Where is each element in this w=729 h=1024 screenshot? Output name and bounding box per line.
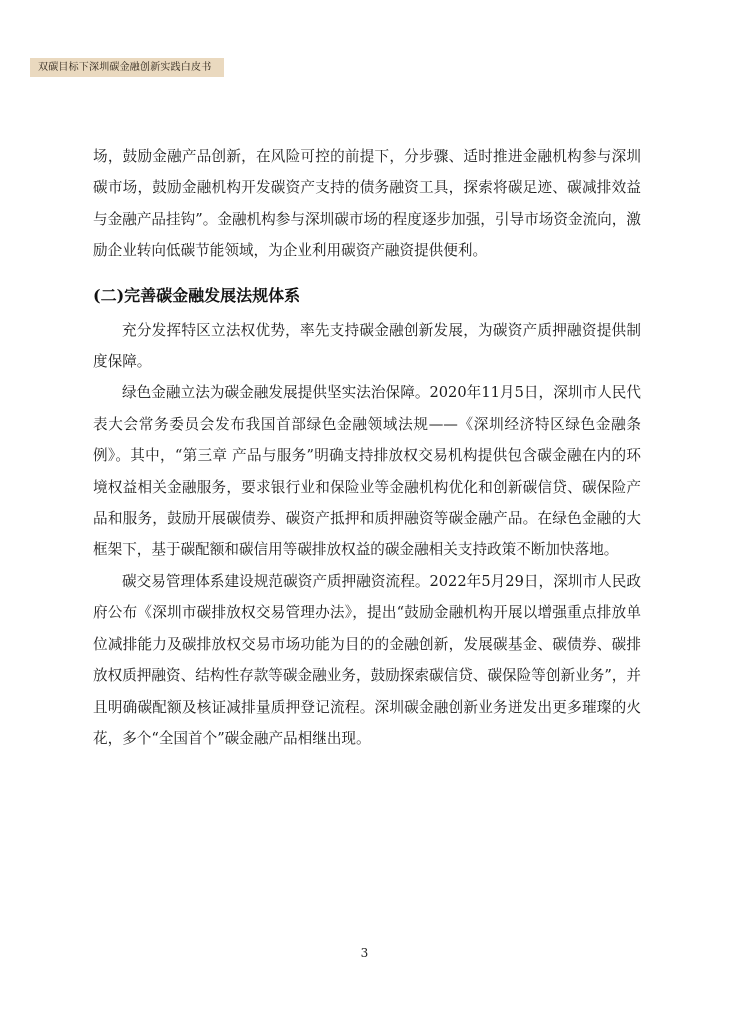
page-number: 3 xyxy=(360,946,369,960)
paragraph-carbon-trading-management: 碳交易管理体系建设规范碳资产质押融资流程。2022年5月29日，深圳市人民政府公布《深圳市碳排放权交易管理办法》，提出“鼓励金融机构开展以增强重点排放单位减排能力及碳排放权交易市场功能为目的的金融创新，发展碳基金、碳债券、碳排放权质押融资、结构性存款等碳金融业务，鼓励探索碳信贷、碳保险等创新业务”，并且明确碳配额及核证减排量质押登记流程。深圳碳金融创新业务迸发出更多璀璨的火花，多个“全国首个”碳金融产品相继出现。 xyxy=(93,572,641,747)
paragraph-green-finance-legislation: 绿色金融立法为碳金融发展提供坚实法治保障。2020年11月5日，深圳市人民代表大会常务委员会发布我国首部绿色金融领域法规——《深圳经济特区绿色金融条例》。其中，“第三章 产品与服务”明确支持排放权交易机构提供包含碳金融在内的环境权益相关金融服务，要求银行业和保险业等金融机构优化和创新碳信贷、碳保险产品和服务，鼓励开展碳债券、碳资产抵押和质押融资等碳金融产品。在绿色金融的大框架下，基于碳配额和碳信用等碳排放权益的碳金融相关支持政策不断加快落地。 xyxy=(93,384,641,559)
section-heading: (二)完善碳金融发展法规体系 xyxy=(93,285,301,305)
running-header-title: 双碳目标下深圳碳金融创新实践白皮书 xyxy=(38,62,212,73)
paragraph-legislative-advantage: 充分发挥特区立法权优势，率先支持碳金融创新发展，为碳资产质押融资提供制度保障。 xyxy=(93,321,641,371)
page-body xyxy=(93,141,641,754)
paragraph-continued: 场，鼓励金融产品创新，在风险可控的前提下，分步骤、适时推进金融机构参与深圳碳市场，鼓励金融机构开发碳资产支持的债务融资工具，探索将碳足迹、碳减排效益与金融产品挂钩”。金融机构参与深圳碳市场的程度逐步加强，引导市场资金流向，激励企业转向低碳节能领域，为企业利用碳资产融资提供便利。 xyxy=(93,148,641,260)
